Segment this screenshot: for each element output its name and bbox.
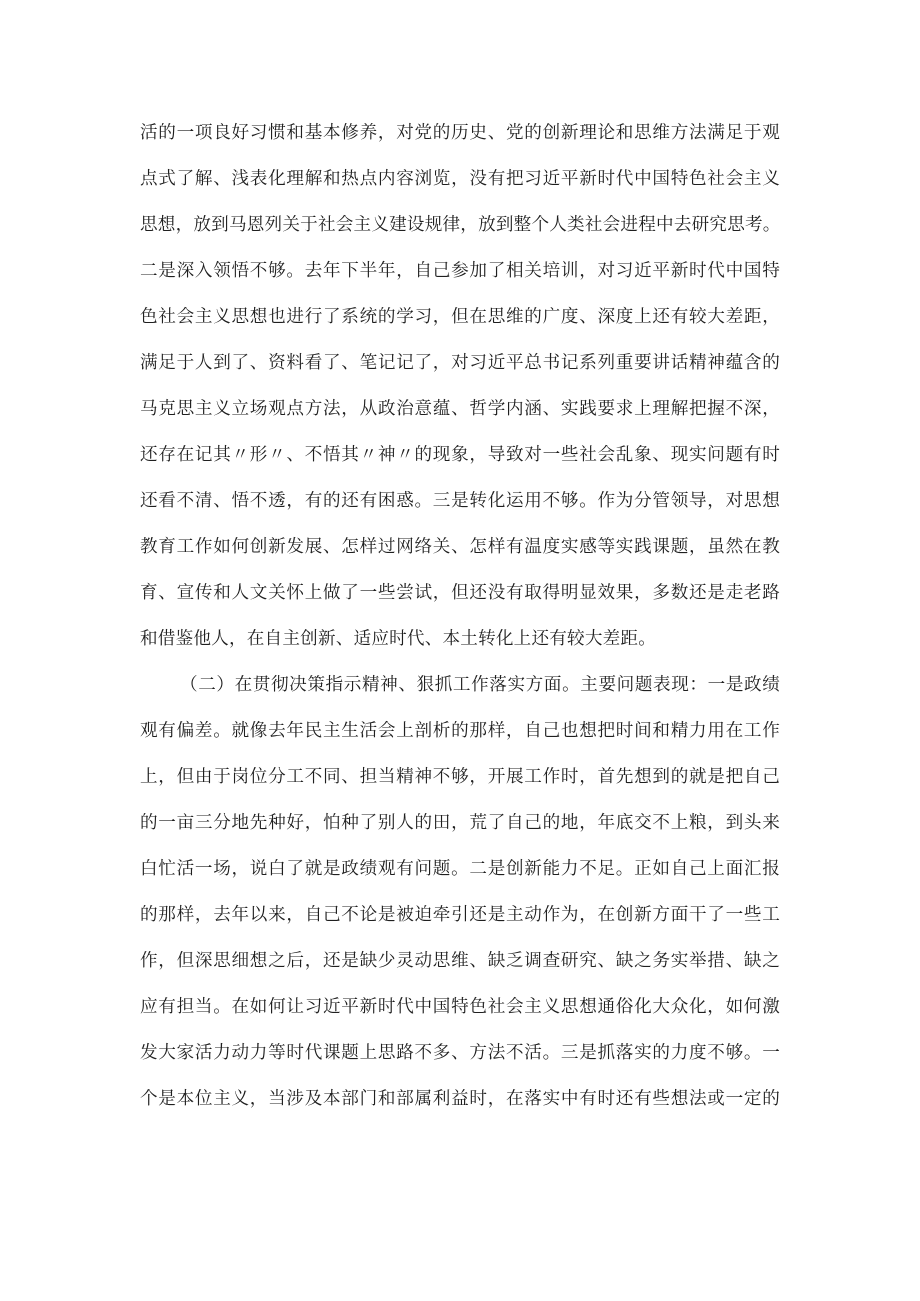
paragraph1-line: 满足于人到了、资料看了、笔记记了，对习近平总书记系列重要讲话精神蕴含的 bbox=[140, 353, 780, 373]
paragraph1-line: 点式了解、浅表化理解和热点内容浏览，没有把习近平新时代中国特色社会主义 bbox=[140, 169, 780, 189]
paragraph1-line: 活的一项良好习惯和基本修养，对党的历史、党的创新理论和思维方法满足于观 bbox=[140, 123, 780, 143]
paragraph1-line: 思想，放到马恩列关于社会主义建设规律，放到整个人类社会进程中去研究思考。 bbox=[140, 215, 781, 235]
paragraph2-line: 白忙活一场，说白了就是政绩观有问题。二是创新能力不足。正如自己上面汇报 bbox=[140, 859, 780, 879]
paragraph2-line: 的那样，去年以来，自己不论是被迫牵引还是主动作为，在创新方面干了一些工 bbox=[140, 905, 780, 925]
paragraph1-line: 马克思主义立场观点方法，从政治意蕴、哲学内涵、实践要求上理解把握不深， bbox=[140, 399, 780, 419]
paragraph1-line: 色社会主义思想也进行了系统的学习，但在思维的广度、深度上还有较大差距， bbox=[140, 307, 780, 327]
paragraph1-line: 二是深入领悟不够。去年下半年，自己参加了相关培训，对习近平新时代中国特 bbox=[140, 261, 780, 281]
paragraph1-line: 和借鉴他人，在自主创新、适应时代、本土转化上还有较大差距。 bbox=[140, 629, 657, 649]
paragraph1-line: 还存在记其〃形〃、不悟其〃神〃的现象，导致对一些社会乱象、现实问题有时 bbox=[140, 445, 780, 465]
paragraph2-line: 上，但由于岗位分工不同、担当精神不够，开展工作时，首先想到的就是把自己 bbox=[140, 767, 780, 787]
paragraph2-line: 的一亩三分地先种好，怕种了别人的田，荒了自己的地，年底交不上粮，到头来 bbox=[140, 813, 780, 833]
paragraph2-line: 发大家活力动力等时代课题上思路不多、方法不活。三是抓落实的力度不够。一 bbox=[140, 1043, 780, 1063]
paragraph1-line: 教育工作如何创新发展、怎样过网络关、怎样有温度实感等实践课题，虽然在教 bbox=[140, 537, 780, 557]
paragraph1-line: 育、宣传和人文关怀上做了一些尝试，但还没有取得明显效果，多数还是走老路 bbox=[140, 583, 780, 603]
paragraph2-line: 个是本位主义，当涉及本部门和部属利益时，在落实中有时还有些想法或一定的 bbox=[140, 1089, 780, 1109]
paragraph2-line: （二）在贯彻决策指示精神、狠抓工作落实方面。主要问题表现：一是政绩 bbox=[180, 675, 780, 695]
paragraph2-line: 作，但深思细想之后，还是缺少灵动思维、缺乏调查研究、缺之务实举措、缺之 bbox=[140, 951, 780, 971]
paragraph1-line: 还看不清、悟不透，有的还有困惑。三是转化运用不够。作为分管领导，对思想 bbox=[140, 491, 780, 511]
paragraph2-line: 应有担当。在如何让习近平新时代中国特色社会主义思想通俗化大众化，如何激 bbox=[140, 997, 780, 1017]
paragraph2-line: 观有偏差。就像去年民主生活会上剖析的那样，自己也想把时间和精力用在工作 bbox=[140, 721, 780, 741]
